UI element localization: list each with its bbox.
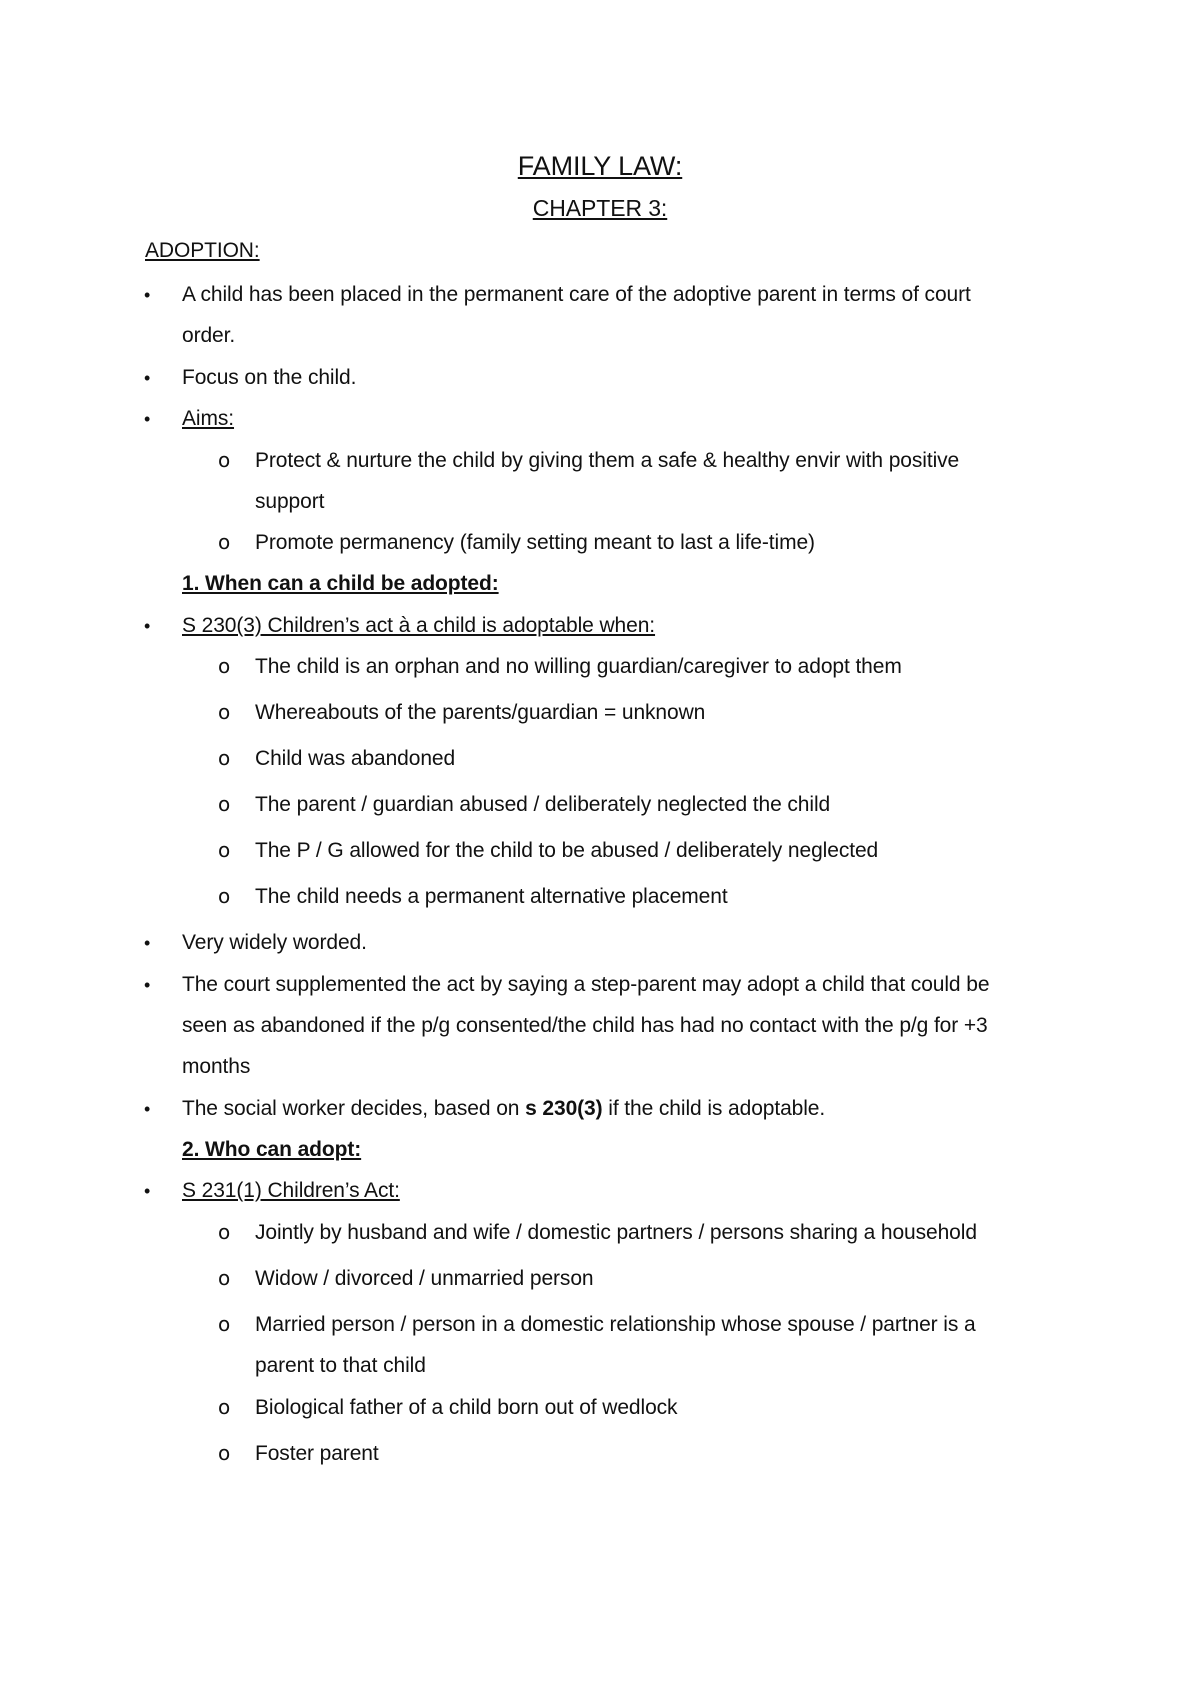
section-1-heading: 1. When can a child be adopted: bbox=[182, 572, 499, 595]
sub-bullet-icon: o bbox=[218, 1441, 231, 1465]
bullet-icon: • bbox=[144, 285, 151, 305]
page-title: FAMILY LAW: bbox=[517, 151, 683, 181]
adoption-heading: ADOPTION: bbox=[145, 239, 260, 262]
bullet-icon: • bbox=[144, 409, 151, 429]
bullet-icon: • bbox=[144, 933, 151, 953]
bullet-icon: • bbox=[144, 1099, 151, 1119]
sub-bullet-icon: o bbox=[218, 838, 231, 862]
sub-bullet-icon: o bbox=[218, 792, 231, 816]
sub-bullet-icon: o bbox=[218, 530, 231, 554]
section-2-heading: 2. Who can adopt: bbox=[182, 1138, 362, 1161]
sub-list-item: Protect & nurture the child by giving them a safe & healthy envir with positive bbox=[255, 449, 960, 472]
sub-bullet-icon: o bbox=[218, 746, 231, 770]
list-item: S 230(3) Children’s act à a child is adoptable when: bbox=[182, 614, 656, 637]
sub-list-item: Biological father of a child born out of wedlock bbox=[255, 1396, 678, 1419]
sub-bullet-icon: o bbox=[218, 1266, 231, 1290]
list-item-continuation: seen as abandoned if the p/g consented/the child has had no contact with the p/g for +3 bbox=[182, 1014, 988, 1037]
list-item bbox=[182, 1095, 825, 1123]
sub-list-item-continuation: parent to that child bbox=[255, 1354, 426, 1377]
list-item: S 231(1) Children’s Act: bbox=[182, 1179, 400, 1202]
aims-label: Aims: bbox=[182, 407, 235, 430]
sub-bullet-icon: o bbox=[218, 1312, 231, 1336]
bullet-icon: • bbox=[144, 616, 151, 636]
list-item: A child has been placed in the permanent care of the adoptive parent in terms of court bbox=[182, 283, 971, 306]
sub-list-item: Married person / person in a domestic relationship whose spouse / partner is a bbox=[255, 1313, 976, 1336]
list-item: Focus on the child. bbox=[182, 366, 357, 389]
bullet-icon: • bbox=[144, 368, 151, 388]
sub-list-item-continuation: support bbox=[255, 490, 325, 513]
sub-list-item: Whereabouts of the parents/guardian = unknown bbox=[255, 701, 706, 724]
sub-list-item: Promote permanency (family setting meant to last a life-time) bbox=[255, 531, 815, 554]
statute-reference: s 230(3) bbox=[525, 1097, 603, 1120]
chapter-heading: CHAPTER 3: bbox=[532, 195, 668, 221]
bullet-icon: • bbox=[144, 1181, 151, 1201]
list-item-continuation: order. bbox=[182, 324, 236, 347]
list-item-continuation: months bbox=[182, 1055, 251, 1078]
sub-list-item: The parent / guardian abused / deliberately neglected the child bbox=[255, 793, 831, 816]
sub-list-item: The P / G allowed for the child to be abused / deliberately neglected bbox=[255, 839, 879, 862]
list-item: Very widely worded. bbox=[182, 931, 367, 954]
sub-bullet-icon: o bbox=[218, 654, 231, 678]
sub-list-item: Widow / divorced / unmarried person bbox=[255, 1267, 594, 1290]
sub-list-item: Child was abandoned bbox=[255, 747, 456, 770]
sub-list-item: The child is an orphan and no willing guardian/caregiver to adopt them bbox=[255, 655, 902, 678]
sub-bullet-icon: o bbox=[218, 448, 231, 472]
text-segment: if the child is adoptable. bbox=[602, 1097, 826, 1120]
sub-bullet-icon: o bbox=[218, 700, 231, 724]
list-item: The court supplemented the act by saying a step-parent may adopt a child that could be bbox=[182, 973, 990, 996]
sub-list-item: Jointly by husband and wife / domestic partners / persons sharing a household bbox=[255, 1221, 977, 1244]
bullet-icon: • bbox=[144, 975, 151, 995]
sub-list-item: The child needs a permanent alternative placement bbox=[255, 885, 728, 908]
sub-bullet-icon: o bbox=[218, 1220, 231, 1244]
sub-list-item: Foster parent bbox=[255, 1442, 379, 1465]
sub-bullet-icon: o bbox=[218, 1395, 231, 1419]
sub-bullet-icon: o bbox=[218, 884, 231, 908]
text-segment: The social worker decides, based on bbox=[182, 1097, 526, 1120]
